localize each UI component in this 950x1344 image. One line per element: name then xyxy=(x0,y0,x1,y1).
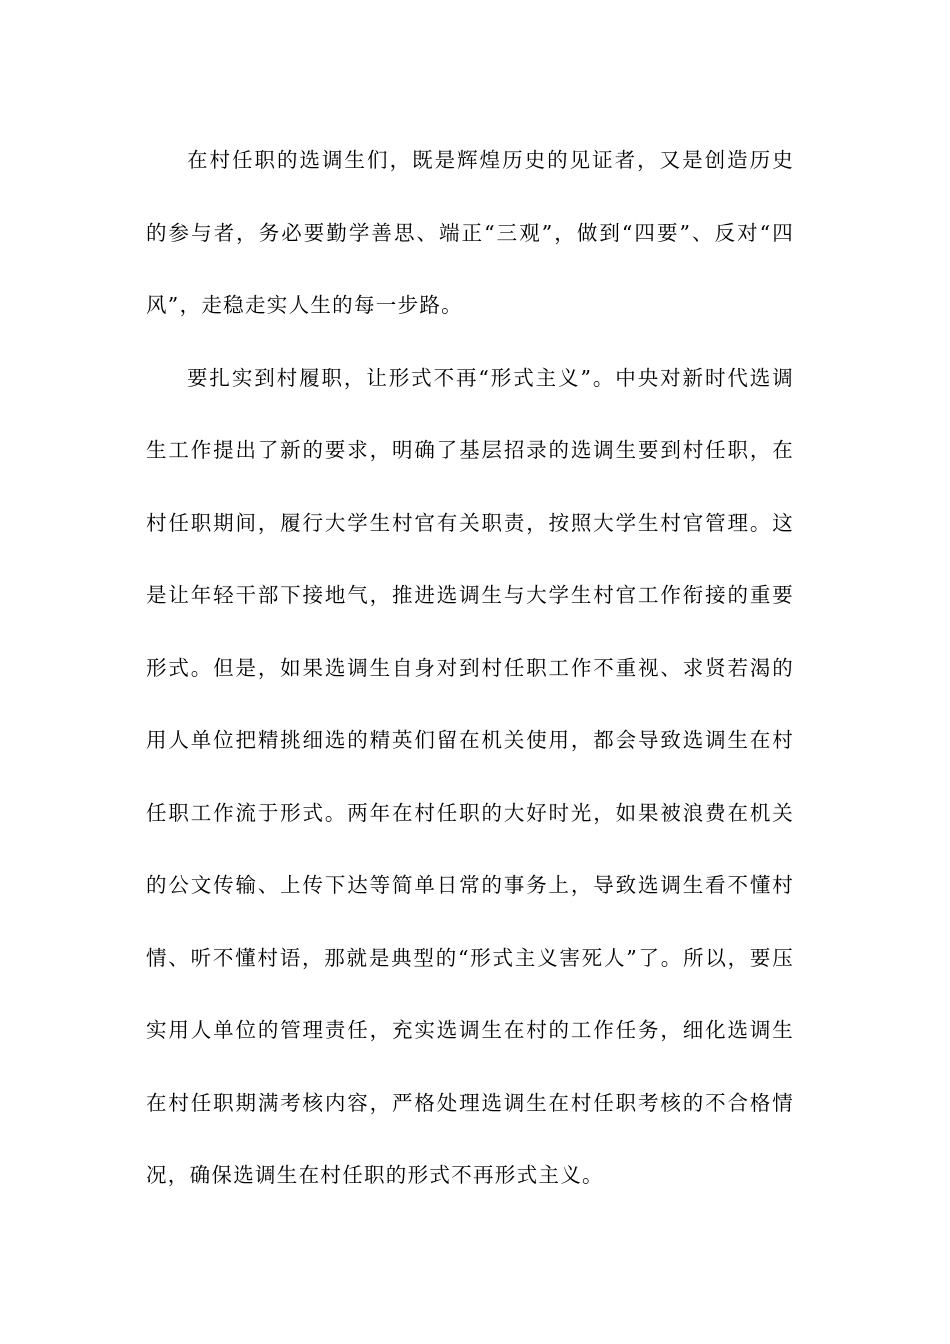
paragraph-2: 要扎实到村履职，让形式不再“形式主义”。中央对新时代选调生工作提出了新的要求，明确了基层招录的选调生要到村任职，在村任职期间，履行大学生村官有关职责，按照大学生村官管理。这是让年轻干部下接地气，推进选调生与大学生村官工作衔接的重要形式。但是，如果选调生自身对到村任职工作不重视、求贤若渴的用人单位把精挑细选的精英们留在机关使用，都会导致选调生在村任职工作流于形式。两年在村任职的大好时光，如果被浪费在机关的公文传输、上传下达等简单日常的事务上，导致选调生看不懂村情、听不懂村语，那就是典型的“形式主义害死人”了。所以，要压实用人单位的管理责任，充实选调生在村的工作任务，细化选调生在村任职期满考核内容，严格处理选调生在村任职考核的不合格情况，确保选调生在村任职的形式不再形式主义。 xyxy=(146,365,794,1187)
paragraph-1: 在村任职的选调生们，既是辉煌历史的见证者，又是创造历史的参与者，务必要勤学善思、端正“三观”，做到“四要”、反对“四风”，走稳走实人生的每一步路。 xyxy=(146,148,794,317)
document-body xyxy=(146,124,794,1212)
